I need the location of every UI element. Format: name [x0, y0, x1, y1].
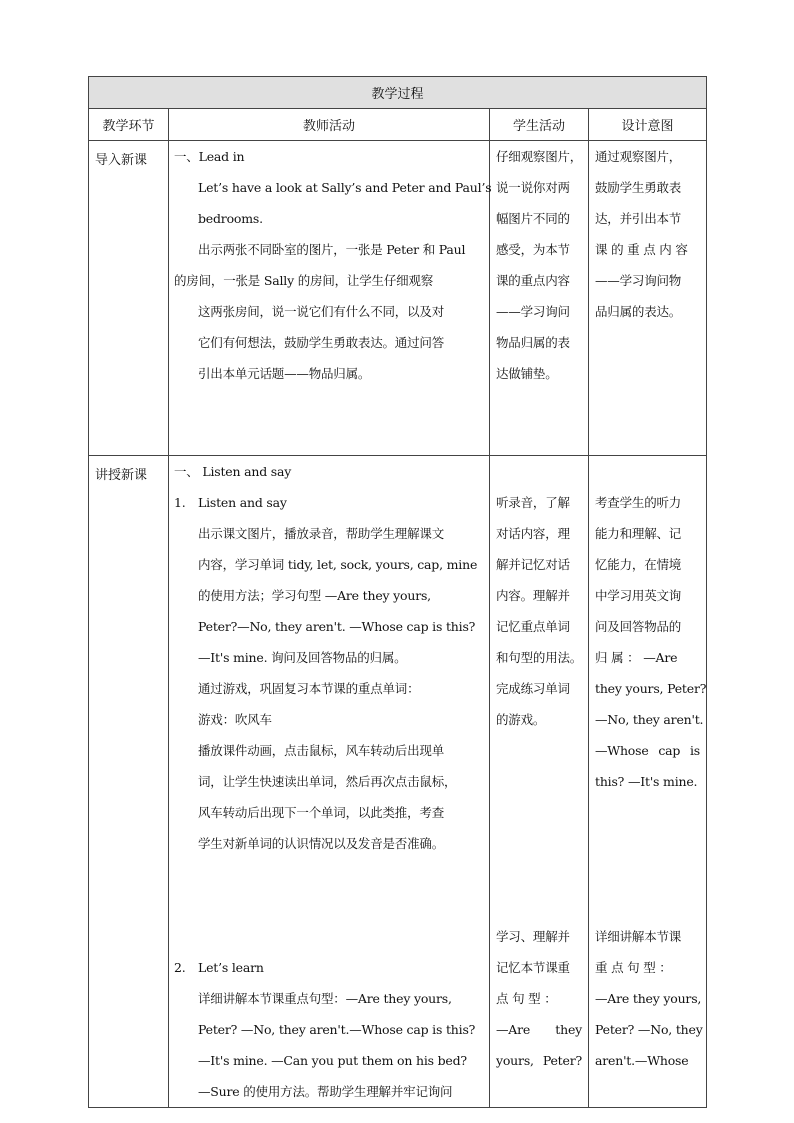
text-line: 幅图片不同的 — [496, 211, 570, 226]
text-line: 达，并引出本节 — [595, 211, 682, 226]
table-title-row — [89, 77, 707, 109]
text-line: —It's mine. 询问及回答物品的归属。 — [198, 650, 407, 665]
text-line: 这两张房间，说一说它们有什么不同，以及对 — [198, 304, 445, 319]
text-line: 解并记忆对话 — [496, 557, 570, 572]
item-title: Let’s learn — [198, 960, 264, 975]
text-line: 忆能力，在情境 — [595, 557, 682, 572]
text-line: 播放课件动画，点击鼠标，风车转动后出现单 — [198, 743, 445, 758]
header-design-intent: 设计意图 — [589, 109, 707, 141]
text-line: 记忆重点单词 — [496, 619, 570, 634]
numbered-item — [169, 952, 489, 983]
text-line: 通过观察图片， — [595, 149, 682, 164]
text-line: 出示课文图片，播放录音，帮助学生理解课文 — [198, 526, 445, 541]
item-title: Listen and say — [198, 495, 287, 510]
text-line: —It's mine. —Can you put them on his bed? — [198, 1053, 467, 1068]
text-line: 达做铺垫。 — [496, 366, 558, 381]
text-line: 点 句 型 ： — [496, 991, 557, 1006]
text-line: 能力和理解、记 — [595, 526, 682, 541]
text-line: Peter? —No, they aren't.—Whose cap is this? — [198, 1022, 476, 1037]
text-line: 出示两张不同卧室的图片，一张是 Peter 和 Paul — [198, 242, 466, 257]
text-line: 鼓励学生勇敢表 — [595, 180, 682, 195]
text-line: 内容，学习单词 tidy, let, sock, yours, cap, mine — [198, 557, 478, 572]
item-number: 1. — [174, 495, 186, 510]
text-line: 风车转动后出现下一个单词，以此类推，考查 — [198, 805, 445, 820]
text-line: 学生对新单词的认识情况以及发音是否准确。 — [198, 836, 445, 851]
item-number: 2. — [174, 960, 186, 975]
text-line: 考查学生的听力 — [595, 495, 682, 510]
text-line: 重 点 句 型 ： — [595, 960, 672, 975]
text-line: 的游戏。 — [496, 712, 546, 727]
text-line: 详细讲解本节课 — [595, 929, 682, 944]
stage-cell: 讲授新课 — [89, 456, 169, 1108]
text-line: bedrooms. — [198, 211, 263, 226]
text-line: 内容。理解并 — [496, 588, 570, 603]
lesson-process-table — [88, 76, 707, 1108]
text-line: 中学习用英文询 — [595, 588, 682, 603]
text-line: Peter?—No, they aren't. —Whose cap is this? — [198, 619, 476, 634]
text-line: —No, they aren't. — [595, 712, 704, 727]
text-line: Peter? —No, they — [595, 1022, 703, 1037]
table-title: 教学过程 — [89, 77, 707, 109]
text-line: 引出本单元话题——物品归属。 — [198, 366, 371, 381]
header-stage: 教学环节 — [89, 109, 169, 141]
text-line: —Sure 的使用方法。帮助学生理解并牢记询问 — [198, 1084, 453, 1099]
text-line: 学习、理解并 — [496, 929, 570, 944]
text-line: 课的重点内容 — [496, 273, 570, 288]
design-intent-cell — [589, 456, 707, 1108]
text-line: 它们有何想法，鼓励学生勇敢表达。通过问答 — [198, 335, 445, 350]
text-line: aren't.—Whose — [595, 1053, 689, 1068]
text-line: 完成练习单词 — [496, 681, 570, 696]
text-line: 归 属 ： —Are — [595, 650, 678, 665]
text-line: ——学习询问物 — [595, 273, 682, 288]
table-row-lead-in — [89, 141, 707, 456]
text-line: —Are they yours, — [595, 991, 702, 1006]
text-line: 对话内容，理 — [496, 526, 570, 541]
text-line: they yours, Peter? — [595, 681, 707, 696]
text-line: 仔细观察图片， — [496, 149, 583, 164]
text-line: 通过游戏，巩固复习本节课的重点单词： — [198, 681, 420, 696]
table-row-new-lesson — [89, 456, 707, 1108]
text-line: yours, Peter? — [496, 1053, 582, 1068]
text-line: 问及回答物品的 — [595, 619, 682, 634]
text-line: 的房间，一张是 Sally 的房间，让学生仔细观察 — [174, 273, 434, 288]
text-line: this? —It's mine. — [595, 774, 698, 789]
text-line: —Are they — [496, 1022, 582, 1037]
table-header-row — [89, 109, 707, 141]
text-line: 课 的 重 点 内 容 — [595, 242, 688, 257]
text-line: 的使用方法；学习句型 —Are they yours, — [198, 588, 431, 603]
student-activity-cell — [490, 141, 589, 456]
text-line: 说一说你对两 — [496, 180, 570, 195]
text-line: Let’s have a look at Sally’s and Peter and Paul’s — [198, 180, 492, 195]
section-heading: 一、 Listen and say — [174, 464, 292, 479]
student-activity-cell — [490, 456, 589, 1108]
text-line: 和句型的用法。 — [496, 650, 583, 665]
stage-cell: 导入新课 — [89, 141, 169, 456]
text-line: 记忆本节课重 — [496, 960, 570, 975]
text-line: 物品归属的表 — [496, 335, 570, 350]
text-line: 详细讲解本节课重点句型：—Are they yours, — [198, 991, 452, 1006]
text-line: 品归属的表达。 — [595, 304, 682, 319]
text-line: ——学习询问 — [496, 304, 570, 319]
text-line: 感受，为本节 — [496, 242, 570, 257]
teacher-activity-cell — [169, 456, 490, 1108]
numbered-item — [169, 487, 489, 518]
text-line: 词，让学生快速读出单词，然后再次点击鼠标， — [198, 774, 457, 789]
text-line: —Whose cap is — [595, 743, 701, 758]
text-line: 游戏：吹风车 — [198, 712, 272, 727]
section-heading: 一、Lead in — [174, 149, 245, 164]
teacher-activity-cell — [169, 141, 490, 456]
header-student-activity: 学生活动 — [490, 109, 589, 141]
header-teacher-activity: 教师活动 — [169, 109, 490, 141]
design-intent-cell — [589, 141, 707, 456]
text-line: 听录音，了解 — [496, 495, 570, 510]
